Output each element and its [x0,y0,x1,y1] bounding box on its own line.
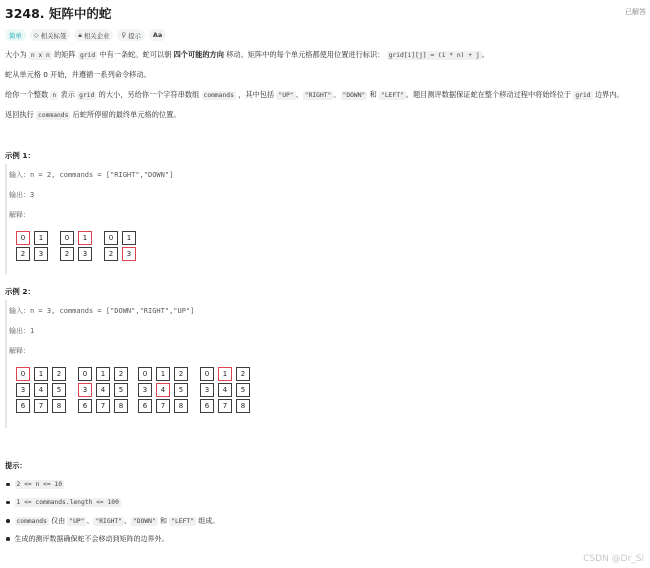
example-1-input: 输入：n = 2, commands = ["RIGHT","DOWN"] [9,171,174,179]
grid-step-2 [78,367,130,413]
grid-cell: 2 [60,247,74,261]
grid-cell: 3 [78,247,92,261]
solved-status: 已解答 [625,8,646,16]
description-paragraph-2: 蛇从单元格 0 开始，并遵循一系列命令移动。 [5,70,151,79]
grid-cell: 0 [60,231,74,245]
difficulty-badge[interactable]: 简单 [5,29,26,41]
constraint-2: 1 <= commands.length <= 100 [6,498,121,507]
example-1-explanation-label: 解释： [9,211,30,219]
grid-cell: 7 [218,399,232,413]
grid-step-4 [200,367,252,413]
grid-cell: 1 [218,367,232,381]
example-2-heading: 示例 2： [5,287,35,296]
example-2-input: 输入：n = 3, commands = ["DOWN","RIGHT","UP"] [9,307,195,315]
watermark: CSDN @Dr_Si [583,554,644,564]
grid-cell: 4 [218,383,232,397]
grid-cell: 1 [34,231,48,245]
grid-cell: 6 [200,399,214,413]
grid-cell: 6 [138,399,152,413]
grid-cell: 0 [104,231,118,245]
related-tags-button[interactable]: ◇ 相关标签 [30,29,71,41]
tag-bar [5,29,166,41]
grid-step-1 [16,231,50,261]
constraint-3: commands 仅由 "UP" 、 "RIGHT" 、 "DOWN" 和 "LEFT" 组成。 [6,516,219,526]
grid-cell: 0 [78,367,92,381]
grid-cell: 7 [156,399,170,413]
grid-cell: 7 [34,399,48,413]
grid-cell: 4 [34,383,48,397]
constraints-heading: 提示： [5,461,27,470]
example-1-output: 输出：3 [9,191,35,199]
grid-cell: 1 [122,231,136,245]
grid-cell: 0 [138,367,152,381]
lock-icon: 🔒︎ [78,30,82,39]
problem-title: 3248. 矩阵中的蛇 [5,6,112,21]
grid-step-2 [60,231,94,261]
grid-cell: 6 [16,399,30,413]
example-1-block [5,164,605,274]
constraint-1: 2 <= n <= 10 [6,480,64,489]
grid-cell: 5 [174,383,188,397]
grid-cell: 2 [52,367,66,381]
constraint-4: 生成的测评数据确保蛇不会移动到矩阵的边界外。 [6,534,169,544]
example-2-output: 输出：1 [9,327,35,335]
grid-cell: 2 [16,247,30,261]
grid-cell: 2 [174,367,188,381]
grid-cell: 2 [114,367,128,381]
grid-cell: 3 [78,383,92,397]
hints-button[interactable]: ♀ 提示 [117,29,145,41]
grid-cell: 1 [78,231,92,245]
grid-cell: 0 [16,231,30,245]
bulb-icon: ♀ [121,31,127,39]
example-2-explanation-label: 解释： [9,347,30,355]
grid-cell: 5 [114,383,128,397]
grid-cell: 1 [34,367,48,381]
grid-cell: 3 [122,247,136,261]
grid-cell: 0 [200,367,214,381]
grid-cell: 1 [156,367,170,381]
font-icon: Aa [152,31,163,39]
grid-step-1 [16,367,68,413]
grid-cell: 8 [114,399,128,413]
related-companies-button[interactable]: 🔒︎ 相关企业 [74,29,113,41]
grid-cell: 8 [174,399,188,413]
grid-cell: 3 [200,383,214,397]
example-1-heading: 示例 1： [5,151,35,160]
grid-step-3 [104,231,138,261]
grid-cell: 6 [78,399,92,413]
grid-cell: 5 [52,383,66,397]
grid-cell: 8 [236,399,250,413]
grid-cell: 3 [138,383,152,397]
grid-cell: 3 [34,247,48,261]
grid-cell: 4 [96,383,110,397]
grid-cell: 2 [236,367,250,381]
grid-cell: 0 [16,367,30,381]
tag-icon: ◇ [33,31,39,39]
description-paragraph-4: 返回执行 commands 后蛇所停留的最终单元格的位置。 [5,110,181,119]
grid-cell: 4 [156,383,170,397]
grid-cell: 1 [96,367,110,381]
grid-step-3 [138,367,190,413]
grid-cell: 2 [104,247,118,261]
description-paragraph-1: 大小为 n x n 的矩阵 grid 中有一条蛇。蛇可以朝 四个可能的方向 移动。矩阵中的每个单元格都使用位置进行标识： grid[i][j] = (i * n) + j 。 [5,50,489,59]
description-paragraph-3: 给你一个整数 n 表示 grid 的大小，另给你一个字符串数组 commands ，其中包括 "UP" 、 "RIGHT" 、 "DOWN" 和 "LEFT" 。题目测评数据保证蛇在整个移动过程中将始终位于 grid 边界内。 [5,90,624,99]
font-size-button[interactable] [149,29,166,41]
grid-cell: 5 [236,383,250,397]
grid-cell: 8 [52,399,66,413]
grid-cell: 3 [16,383,30,397]
grid-cell: 7 [96,399,110,413]
